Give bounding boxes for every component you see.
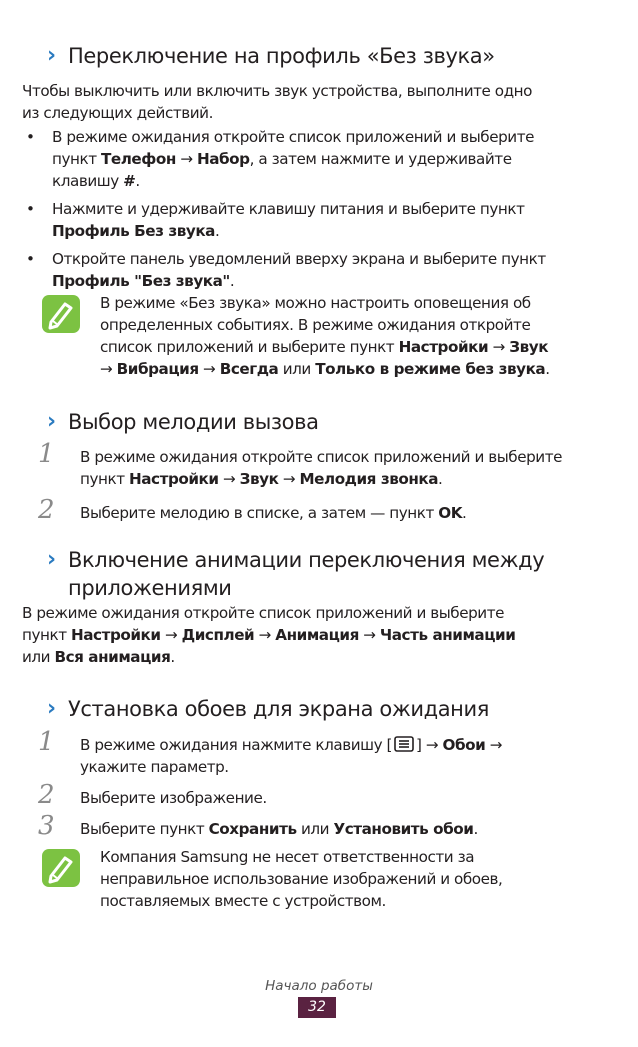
- footer-chapter-label: Начало работы: [265, 978, 373, 994]
- intro-paragraph: Чтобы выключить или включить звук устройства, выполните одно из следующих действий.: [22, 82, 532, 122]
- list-item: • Нажмите и удерживайте клавишу питания и выберите пункт Профиль Без звука.: [26, 200, 525, 240]
- chevron-right-icon: ›: [47, 409, 56, 434]
- note-icon: [41, 848, 81, 888]
- note-block: Компания Samsung не несет ответственности за неправильное использование изображений и обоев, поставляемых вместе с устройством.: [38, 846, 598, 912]
- bullet-icon: •: [26, 250, 35, 268]
- section-animation: [38, 546, 598, 602]
- step-number: 1: [38, 727, 55, 757]
- note-icon: [41, 294, 81, 334]
- heading-text: Выбор мелодии вызова: [68, 410, 319, 434]
- step-number: 1: [38, 439, 55, 469]
- note-block: В режиме «Без звука» можно настроить оповещения об определенных событиях. В режиме ожидания откройте список приложений и выберите пункт Настройки → Звук → Вибрация → Всегда или Только в режиме без звука.: [38, 292, 598, 380]
- step-number: 3: [38, 811, 55, 841]
- bullet-icon: •: [26, 128, 35, 146]
- steps-list: [38, 727, 598, 841]
- section-silent-profile: [38, 42, 598, 70]
- section-heading: [38, 546, 598, 602]
- heading-text: Установка обоев для экрана ожидания: [68, 697, 489, 721]
- steps-list: [38, 439, 598, 525]
- chevron-right-icon: ›: [47, 43, 56, 68]
- step-number: 2: [38, 495, 55, 525]
- step-number: 2: [38, 780, 55, 810]
- heading-text: Включение анимации переключения между: [68, 548, 545, 572]
- list-item: 2 Выберите изображение.: [38, 780, 267, 810]
- heading-text: Переключение на профиль «Без звука»: [68, 44, 495, 68]
- hash-key-icon: #: [123, 172, 136, 190]
- chevron-right-icon: ›: [47, 696, 56, 721]
- section-heading: [38, 42, 598, 70]
- section-wallpaper: [38, 695, 598, 723]
- menu-key-icon: [394, 736, 414, 752]
- list-item: 1 В режиме ожидания откройте список приложений и выберите пункт Настройки → Звук → Мелодия звонка.: [38, 439, 563, 488]
- list-item: 2 Выберите мелодию в списке, а затем — пункт OK.: [38, 495, 467, 525]
- bullet-list: [24, 126, 584, 292]
- list-item: 1 В режиме ожидания нажмите клавишу [ ] → Обои → укажите параметр.: [38, 727, 502, 776]
- list-item: • Откройте панель уведомлений вверху экрана и выберите пункт Профиль "Без звука".: [26, 250, 546, 290]
- bullet-icon: •: [26, 200, 35, 218]
- chevron-right-icon: ›: [47, 547, 56, 572]
- section-ringtone: [38, 408, 598, 436]
- animation-paragraph: В режиме ожидания откройте список приложений и выберите пункт Настройки → Дисплей → Анимация → Часть анимации или Вся анимация.: [22, 604, 516, 666]
- list-item: • В режиме ожидания откройте список приложений и выберите пункт Телефон → Набор, а затем нажмите и удерживайте клавишу #.: [26, 128, 535, 190]
- page-number-badge: 32: [298, 997, 336, 1018]
- section-heading: [38, 695, 598, 723]
- section-heading: [38, 408, 598, 436]
- heading-text: приложениями: [68, 576, 232, 600]
- list-item: 3 Выберите пункт Сохранить или Установить обои.: [38, 811, 478, 841]
